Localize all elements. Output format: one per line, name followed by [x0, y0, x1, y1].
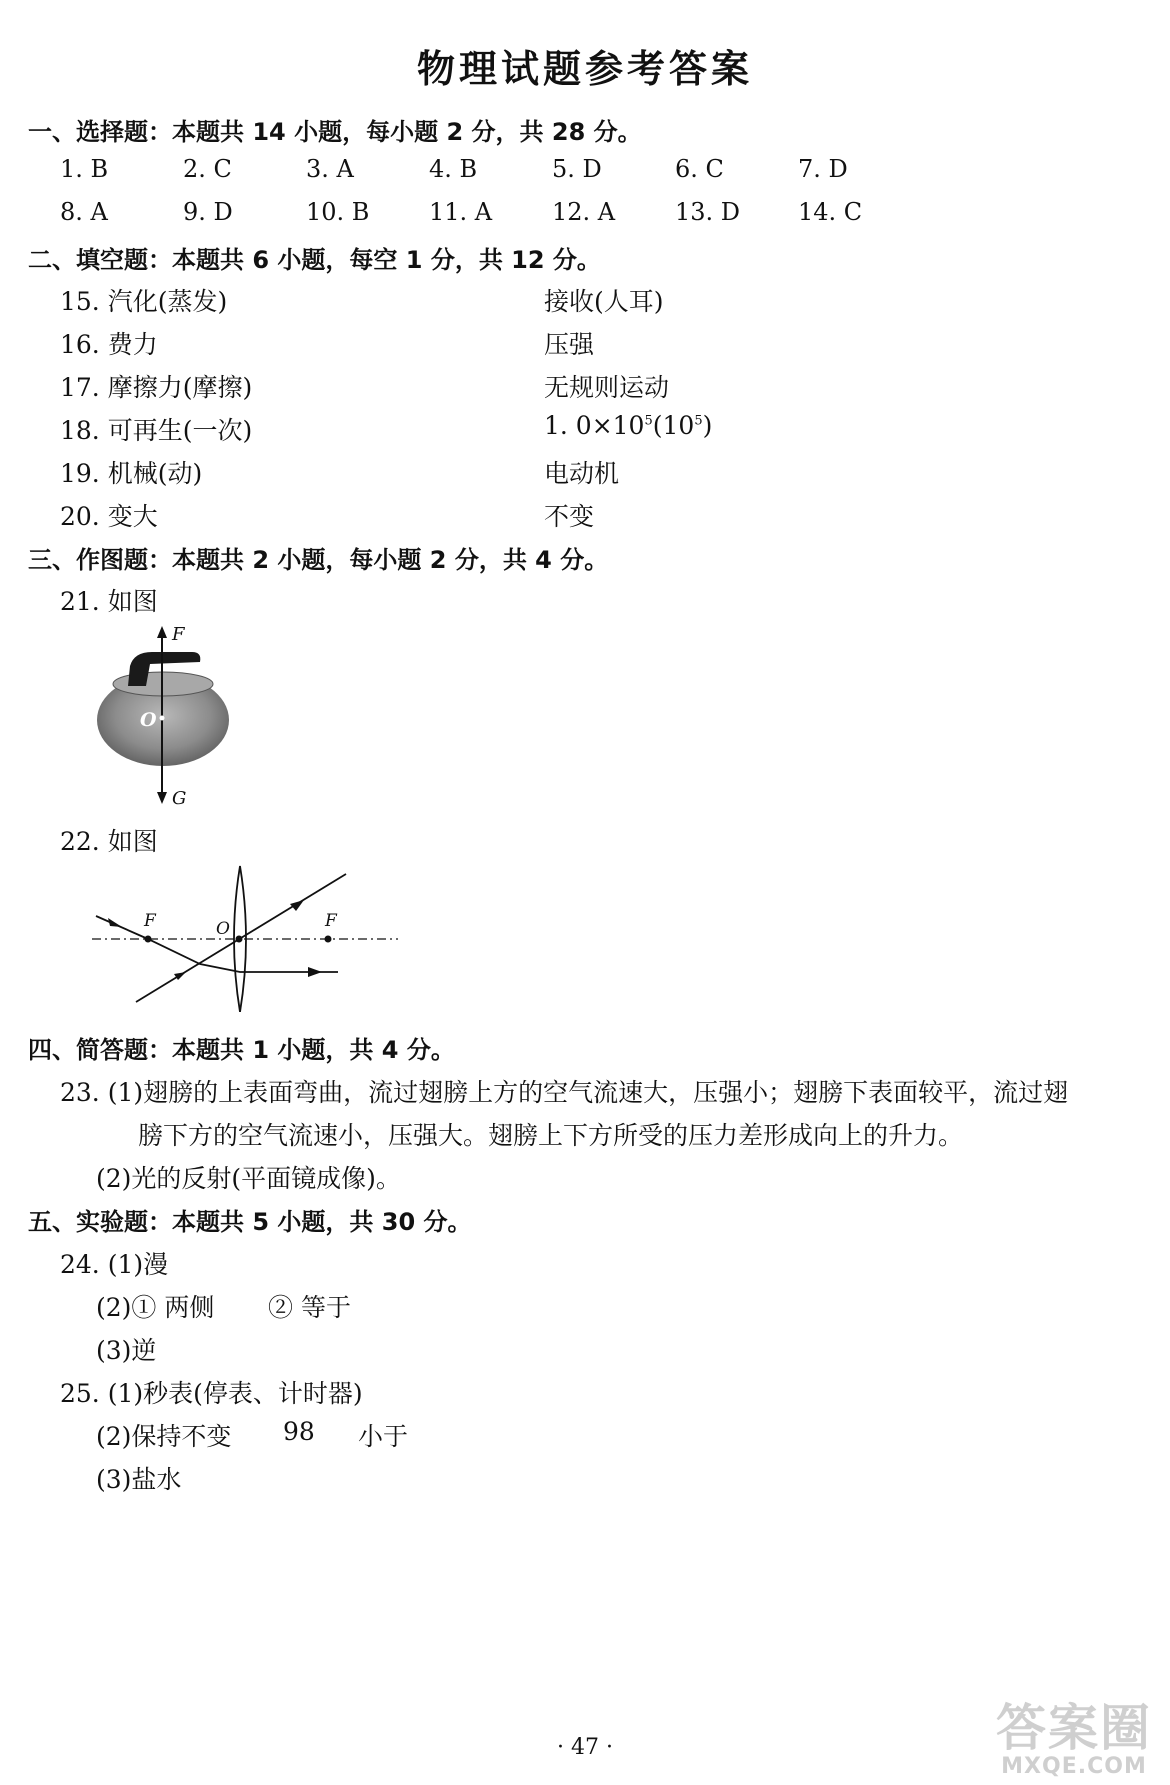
f-label: F [172, 624, 185, 645]
fill-answer-left: 15. 汽化(蒸发) [60, 287, 228, 316]
ray-arrow [108, 918, 122, 927]
fill-answer-left: 19. 机械(动) [60, 459, 203, 488]
section-heading-fill: 二、填空题：本题共 6 小题，每空 1 分，共 12 分。 [28, 246, 601, 274]
fill-answer-right: 无规则运动 [544, 373, 670, 402]
q24-line3: (3)逆 [96, 1336, 157, 1365]
watermark-logo [996, 1699, 1152, 1779]
q23-line1: 23. (1)翅膀的上表面弯曲，流过翅膀上方的空气流速大，压强小；翅膀下表面较平，流过翅 [60, 1078, 1069, 1107]
answer-main: 1. 0×10 [544, 411, 645, 440]
mc-answer: 10. B [306, 198, 370, 226]
q25-line2a: (2)保持不变 [96, 1422, 232, 1451]
exponent: 5 [694, 413, 703, 429]
q25-line2c: 小于 [358, 1422, 409, 1451]
fill-answer-right: 电动机 [544, 459, 620, 488]
f-right-label: F [325, 911, 337, 931]
fill-answer-right: 不变 [544, 502, 595, 531]
g-label: G [172, 788, 187, 809]
section-heading-choice: 一、选择题：本题共 14 小题，每小题 2 分，共 28 分。 [28, 118, 642, 146]
fill-answer-right [544, 411, 712, 440]
lens-figure [90, 862, 410, 1012]
mc-answer: 14. C [798, 198, 863, 226]
ray-arrow [290, 900, 304, 911]
mc-answer: 5. D [552, 155, 602, 183]
section-heading-experiment: 五、实验题：本题共 5 小题，共 30 分。 [28, 1208, 472, 1236]
fill-answer-right: 接收(人耳) [544, 287, 664, 316]
q23-line2: 膀下方的空气流速小，压强大。翅膀上下方所受的压力差形成向上的升力。 [138, 1121, 964, 1150]
mc-answer: 8. A [60, 198, 108, 226]
q21-label: 21. 如图 [60, 587, 158, 616]
arrow-up [157, 626, 167, 638]
page-number: · 47 · [557, 1735, 613, 1760]
watermark-text: 答案圈 [996, 1699, 1152, 1757]
q23-line3: (2)光的反射(平面镜成像)。 [96, 1164, 401, 1193]
focus-point-right [325, 936, 332, 943]
optical-center [236, 936, 243, 943]
mc-answer: 12. A [552, 198, 616, 226]
answer-paren: ) [702, 411, 713, 440]
fill-answer-right: 压强 [544, 330, 595, 359]
mc-answer: 3. A [306, 155, 354, 183]
watermark-url: MXQE.COM [1001, 1754, 1147, 1779]
mc-answer: 7. D [798, 155, 848, 183]
f-left-label: F [144, 911, 156, 931]
q25-line3: (3)盐水 [96, 1465, 182, 1494]
center-point [160, 716, 165, 721]
fill-answer-left: 16. 费力 [60, 330, 158, 359]
o-label: O [216, 919, 230, 939]
mc-answer: 4. B [429, 155, 478, 183]
o-label: O [140, 709, 157, 731]
arrow-down [157, 792, 167, 804]
mc-answer: 9. D [183, 198, 233, 226]
page-title: 物理试题参考答案 [416, 47, 753, 91]
fill-answer-left: 20. 变大 [60, 502, 158, 531]
mc-answer: 1. B [60, 155, 109, 183]
ray-arrow [308, 967, 322, 977]
ray-arrow [174, 972, 186, 980]
section-heading-drawing: 三、作图题：本题共 2 小题，每小题 2 分，共 4 分。 [28, 546, 609, 574]
q22-label: 22. 如图 [60, 827, 158, 856]
q24-line1: 24. (1)漫 [60, 1250, 169, 1279]
q25-line1: 25. (1)秒表(停表、计时器) [60, 1379, 363, 1408]
q25-line2b: 98 [283, 1417, 315, 1446]
fill-answer-left: 18. 可再生(一次) [60, 416, 253, 445]
mc-answer: 6. C [675, 155, 724, 183]
mc-answer: 2. C [183, 155, 232, 183]
q24-line2a: (2)① 两侧 [96, 1293, 215, 1322]
fill-answer-left: 17. 摩擦力(摩擦) [60, 373, 253, 402]
focus-point-left [145, 936, 152, 943]
answer-alt: (10 [652, 411, 695, 440]
q24-line2b: ② 等于 [268, 1293, 351, 1322]
curling-stone-figure [90, 622, 250, 812]
mc-answer: 11. A [429, 198, 493, 226]
mc-answer: 13. D [675, 198, 741, 226]
section-heading-short-answer: 四、简答题：本题共 1 小题，共 4 分。 [28, 1036, 455, 1064]
exponent: 5 [644, 413, 653, 429]
